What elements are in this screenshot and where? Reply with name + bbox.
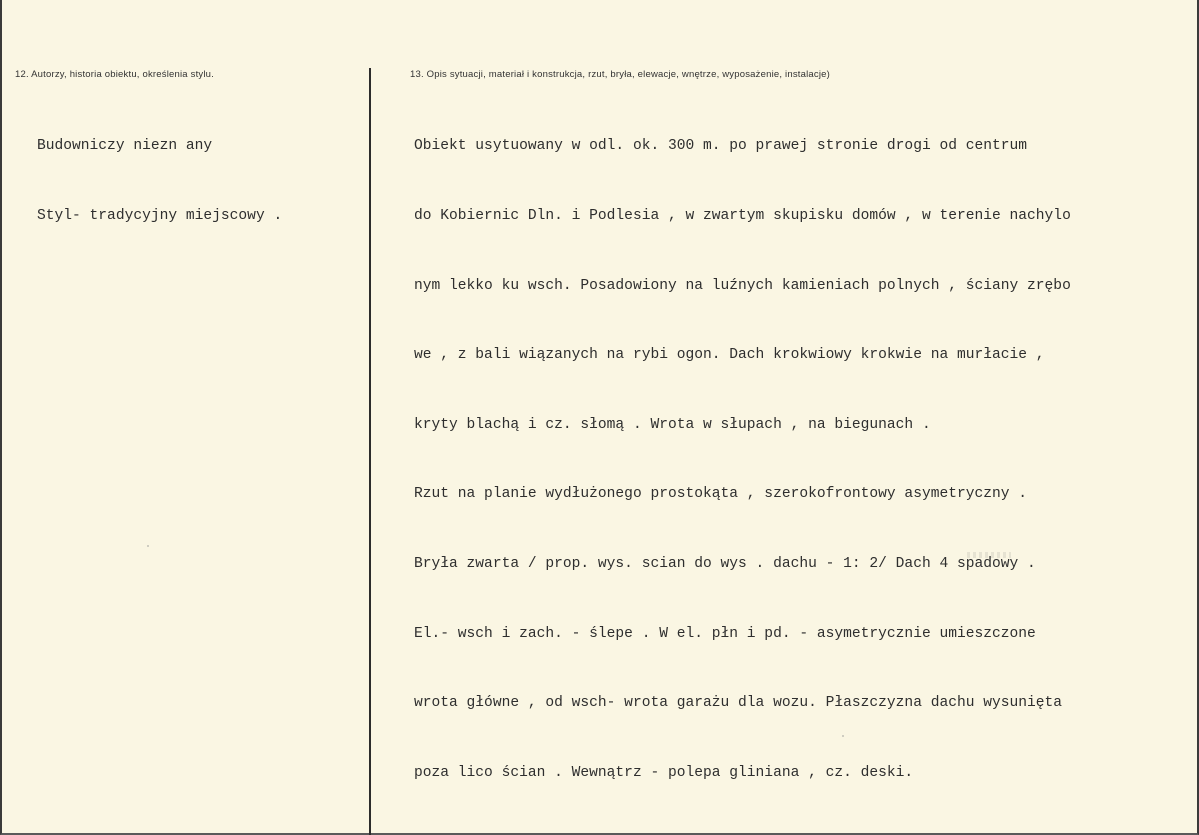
section-13-line: Bryła zwarta / prop. wys. scian do wys . dachu - 1: 2/ Dach 4 spadowy .	[414, 555, 1036, 572]
section-12-text	[37, 89, 282, 275]
section-12-line: Budowniczy niezn any	[37, 138, 213, 155]
section-12-header: 12. Autorzy, historia obiektu, określenia stylu.	[15, 69, 214, 80]
section-13-line: El.- wsch i zach. - ślepe . W el. płn i pd. - asymetrycznie umieszczone	[414, 625, 1036, 642]
paper-speck	[147, 545, 149, 547]
section-13-line: wrota główne , od wsch- wrota garażu dla wozu. Płaszczyzna dachu wysunięta	[414, 695, 1063, 712]
section-13-line: Obiekt usytuowany w odl. ok. 300 m. po prawej stronie drogi od centrum	[414, 138, 1028, 155]
section-13-line: we , z bali wiązanych na rybi ogon. Dach krokwiowy krokwie na murłacie ,	[414, 347, 1045, 364]
section-13-line: kryty blachą i cz. słomą . Wrota w słupach , na biegunach .	[414, 416, 931, 433]
column-divider	[369, 68, 371, 835]
section-13-header: 13. Opis sytuacji, materiał i konstrukcja, rzut, bryła, elewacje, wnętrze, wyposażenie, instalacje)	[410, 69, 831, 80]
section-12-line: Styl- tradycyjny miejscowy .	[37, 208, 283, 224]
section-13-line: nym lekko ku wsch. Posadowiony na luźnych kamieniach polnych , ściany zrębo	[414, 277, 1071, 294]
section-13-line: Rzut na planie wydłużonego prostokąta , szerokofrontowy asymetryczny .	[414, 486, 1028, 503]
section-13-line: poza lico ścian . Wewnątrz - polepa gliniana , cz. deski.	[414, 764, 914, 781]
faint-show-through-mark	[967, 552, 1011, 558]
section-13-line: do Kobiernic Dln. i Podlesia , w zwartym skupisku domów , w terenie nachylo	[414, 208, 1071, 224]
section-13-text	[414, 89, 1071, 831]
paper-speck	[842, 735, 844, 737]
